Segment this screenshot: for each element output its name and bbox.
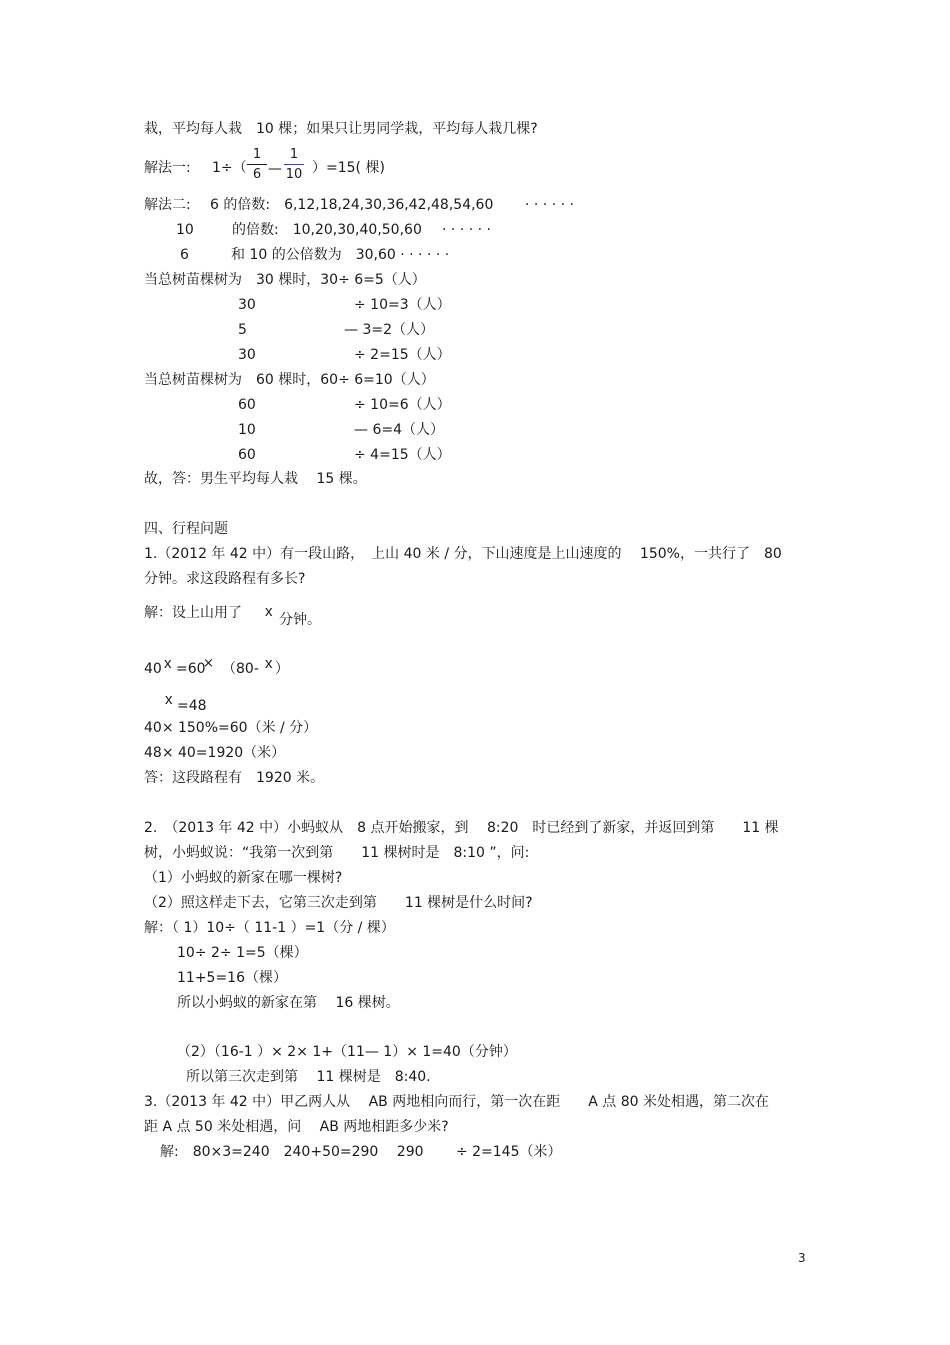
question2-sub2: （2）照这样走下去，它第三次走到第 11 棵树是什么时间? xyxy=(144,895,533,911)
ellipsis-dots: · · · · · · xyxy=(442,222,491,238)
times-sign: × xyxy=(203,656,214,671)
ellipsis-dots: · · · · · · xyxy=(525,197,574,213)
fraction-one-sixth xyxy=(244,147,270,187)
fraction-numerator: 1 xyxy=(252,147,262,162)
method1-prefix: 1÷（ xyxy=(212,160,247,176)
fraction-numerator: 1 xyxy=(289,147,299,162)
section-title: 四、行程问题 xyxy=(144,521,228,537)
fraction-bar xyxy=(284,164,304,165)
question2-line1: 2. （2013 年 42 中）小蚂蚁从 8 点开始搬家，到 8:20 时已经到了新家，并返回到第 11 棵 xyxy=(144,820,779,836)
method1-label: 解法一: xyxy=(144,160,191,176)
calculation-distance: 48× 40=1920（米） xyxy=(144,745,286,761)
case-60-row1-right: ÷ 10=6（人） xyxy=(354,397,451,413)
minus-sign: — xyxy=(268,161,282,177)
case-30-row3-right: ÷ 2=15（人） xyxy=(354,347,451,363)
question3-line2: 距 A 点 50 米处相遇，问 AB 两地相距多少米? xyxy=(144,1119,449,1135)
q2-solution-line4: 所以小蚂蚁的新家在第 16 棵树。 xyxy=(177,995,400,1011)
equation1-paren: （80- xyxy=(222,661,259,677)
case-60-row2-left: 10 xyxy=(238,422,256,438)
variable-x: x xyxy=(265,603,273,620)
page-number: 3 xyxy=(798,1251,806,1265)
common-multiple-number: 6 xyxy=(180,247,189,263)
question2-line2: 树，小蚂蚁说：“我第一次到第 11 棵树时是 8:10 ”，问: xyxy=(144,845,530,861)
common-multiples: 和 10 的公倍数为 30,60 · · · · · · xyxy=(231,247,450,263)
equation1-equals: =60 xyxy=(176,661,206,677)
q2-solution-line1: 解：（ 1）10÷（ 11-1 ）=1（分 / 棵） xyxy=(144,920,395,936)
variable-x: x xyxy=(165,691,173,708)
question1-line2: 分钟。求这段路程有多长? xyxy=(144,571,306,587)
method1-result: ）=15( 棵) xyxy=(312,160,385,176)
fraction-bar xyxy=(247,164,267,165)
multiples-of-10-number: 10 xyxy=(176,222,194,238)
question2-sub1: （1）小蚂蚁的新家在哪一棵树? xyxy=(144,870,343,886)
tree-problem-answer: 故，答：男生平均每人栽 15 棵。 xyxy=(144,471,367,487)
case-60-row3-left: 60 xyxy=(238,447,256,463)
variable-x: x xyxy=(265,655,273,672)
q2-solution-part2: （2）（16-1 ）× 2× 1+（11— 1）× 1=40（分钟） xyxy=(177,1044,517,1060)
case-30-row1-left: 30 xyxy=(238,297,256,313)
fraction-one-tenth xyxy=(281,147,307,187)
case-30-heading: 当总树苗棵树为 30 棵时，30÷ 6=5（人） xyxy=(144,272,426,288)
case-30-row2-left: 5 xyxy=(238,322,247,338)
variable-x: x xyxy=(164,655,172,672)
q2-solution-line3: 11+5=16（棵） xyxy=(177,970,287,986)
case-60-row1-left: 60 xyxy=(238,397,256,413)
equation2-result: =48 xyxy=(177,698,207,714)
case-30-row2-right: — 3=2（人） xyxy=(344,322,434,338)
multiples-of-10: 的倍数: 10,20,30,40,50,60 xyxy=(232,222,422,238)
case-30-row3-left: 30 xyxy=(238,347,256,363)
fraction-denominator: 10 xyxy=(285,167,303,182)
multiples-of-6: 6 的倍数: 6,12,18,24,30,36,42,48,54,60 xyxy=(210,197,494,213)
method2-label: 解法二: xyxy=(144,197,191,213)
case-60-heading: 当总树苗棵树为 60 棵时，60÷ 6=10（人） xyxy=(144,372,435,388)
question1-answer: 答：这段路程有 1920 米。 xyxy=(144,770,325,786)
equation1-close: ） xyxy=(275,661,289,677)
q3-solution: 解: 80×3=240 240+50=290 290 ÷ 2=145（米） xyxy=(160,1144,562,1160)
problem-intro-line: 栽，平均每人栽 10 棵；如果只让男同学栽，平均每人栽几棵? xyxy=(144,121,538,137)
calculation-speed: 40× 150%=60（米 / 分） xyxy=(144,720,318,736)
question1-line1: 1.（2012 年 42 中）有一段山路， 上山 40 米 / 分，下山速度是上山速度的 150%，一共行了 80 xyxy=(144,546,782,562)
question3-line1: 3.（2013 年 42 中）甲乙两人从 AB 两地相向而行，第一次在距 A 点 80 米处相遇，第二次在 xyxy=(144,1094,769,1110)
equation1-coefficient: 40 xyxy=(144,661,162,677)
q1-solution-prefix: 解：设上山用了 xyxy=(144,605,242,621)
fraction-denominator: 6 xyxy=(252,167,262,182)
q2-solution-line2: 10÷ 2÷ 1=5（棵） xyxy=(177,945,308,961)
case-30-row1-right: ÷ 10=3（人） xyxy=(354,297,451,313)
q2-solution-answer: 所以第三次走到第 11 棵树是 8:40. xyxy=(186,1069,431,1085)
q1-solution-suffix: 分钟。 xyxy=(279,612,321,628)
case-60-row2-right: — 6=4（人） xyxy=(354,422,444,438)
case-60-row3-right: ÷ 4=15（人） xyxy=(354,447,451,463)
